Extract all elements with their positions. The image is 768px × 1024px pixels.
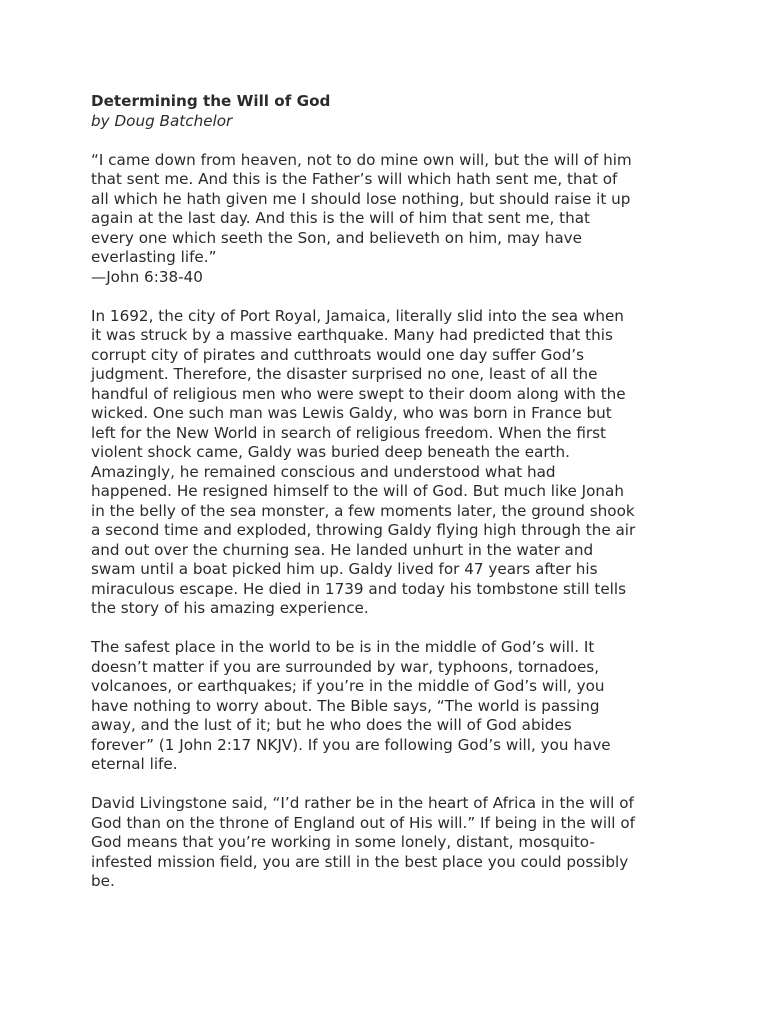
paragraph-line: miraculous escape. He died in 1739 and today his tombstone still tells: [91, 579, 627, 598]
paragraph-line: swam until a boat picked him up. Galdy lived for 47 years after his: [91, 560, 598, 578]
paragraph-line: happened. He resigned himself to the will of God. But much like Jonah: [91, 482, 624, 500]
document-author: by Doug Batchelor: [91, 111, 233, 130]
paragraph-line: forever” (1 John 2:17 NKJV). If you are following God’s will, you have: [91, 735, 611, 754]
paragraph-line: and out over the churning sea. He landed unhurt in the water and: [91, 540, 594, 559]
paragraph-line: volcanoes, or earthquakes; if you’re in the middle of God’s will, you: [91, 677, 605, 695]
paragraph-line: God than on the throne of England out of His will.” If being in the will of: [91, 813, 635, 832]
paragraph-line: In 1692, the city of Port Royal, Jamaica, literally slid into the sea when: [91, 306, 624, 325]
paragraph-line: have nothing to worry about. The Bible says, “The world is passing: [91, 696, 600, 715]
quote-line: everlasting life.”: [91, 248, 217, 266]
paragraph-line: Amazingly, he remained conscious and understood what had: [91, 462, 556, 481]
paragraph-line: left for the New World in search of religious freedom. When the first: [91, 423, 607, 442]
paragraph-line: handful of religious men who were swept to their doom along with the: [91, 384, 626, 403]
paragraph-line: in the belly of the sea monster, a few moments later, the ground shook: [91, 501, 635, 520]
paragraph-line: be.: [91, 872, 115, 890]
paragraph-line: God means that you’re working in some lonely, distant, mosquito-: [91, 833, 595, 851]
paragraph-line: David Livingstone said, “I’d rather be in the heart of Africa in the will of: [91, 794, 634, 812]
paragraph-line: a second time and exploded, throwing Galdy flying high through the air: [91, 521, 636, 539]
paragraph-line: corrupt city of pirates and cutthroats would one day suffer God’s: [91, 345, 585, 364]
quote-line: “I came down from heaven, not to do mine own will, but the will of him: [91, 150, 632, 169]
document-title: Determining the Will of God: [91, 92, 331, 110]
paragraph-line: violent shock came, Galdy was buried deep beneath the earth.: [91, 443, 571, 461]
quote-line: every one which seeth the Son, and believeth on him, may have: [91, 228, 582, 247]
paragraph-line: The safest place in the world to be is in the middle of God’s will. It: [91, 638, 595, 656]
scripture-quote: [91, 151, 691, 288]
paragraph-line: eternal life.: [91, 755, 178, 773]
paragraph-line: judgment. Therefore, the disaster surprised no one, least of all the: [91, 365, 598, 383]
paragraph-line: infested mission field, you are still in the best place you could possibly: [91, 852, 629, 871]
paragraph-livingstone: [91, 794, 691, 892]
paragraph-port-royal: [91, 307, 691, 619]
quote-line: that sent me. And this is the Father’s will which hath sent me, that of: [91, 170, 618, 188]
paragraph-line: the story of his amazing experience.: [91, 599, 369, 617]
paragraph-line: away, and the lust of it; but he who does the will of God abides: [91, 716, 572, 734]
quote-line: all which he hath given me I should lose nothing, but should raise it up: [91, 189, 631, 208]
paragraph-line: wicked. One such man was Lewis Galdy, who was born in France but: [91, 404, 612, 422]
paragraph-line: doesn’t matter if you are surrounded by war, typhoons, tornadoes,: [91, 657, 600, 676]
quote-line: again at the last day. And this is the will of him that sent me, that: [91, 209, 590, 227]
document-page: [91, 92, 691, 911]
paragraph-safest-place: [91, 638, 691, 775]
quote-reference: —John 6:38-40: [91, 267, 203, 286]
paragraph-line: it was struck by a massive earthquake. Many had predicted that this: [91, 326, 613, 344]
